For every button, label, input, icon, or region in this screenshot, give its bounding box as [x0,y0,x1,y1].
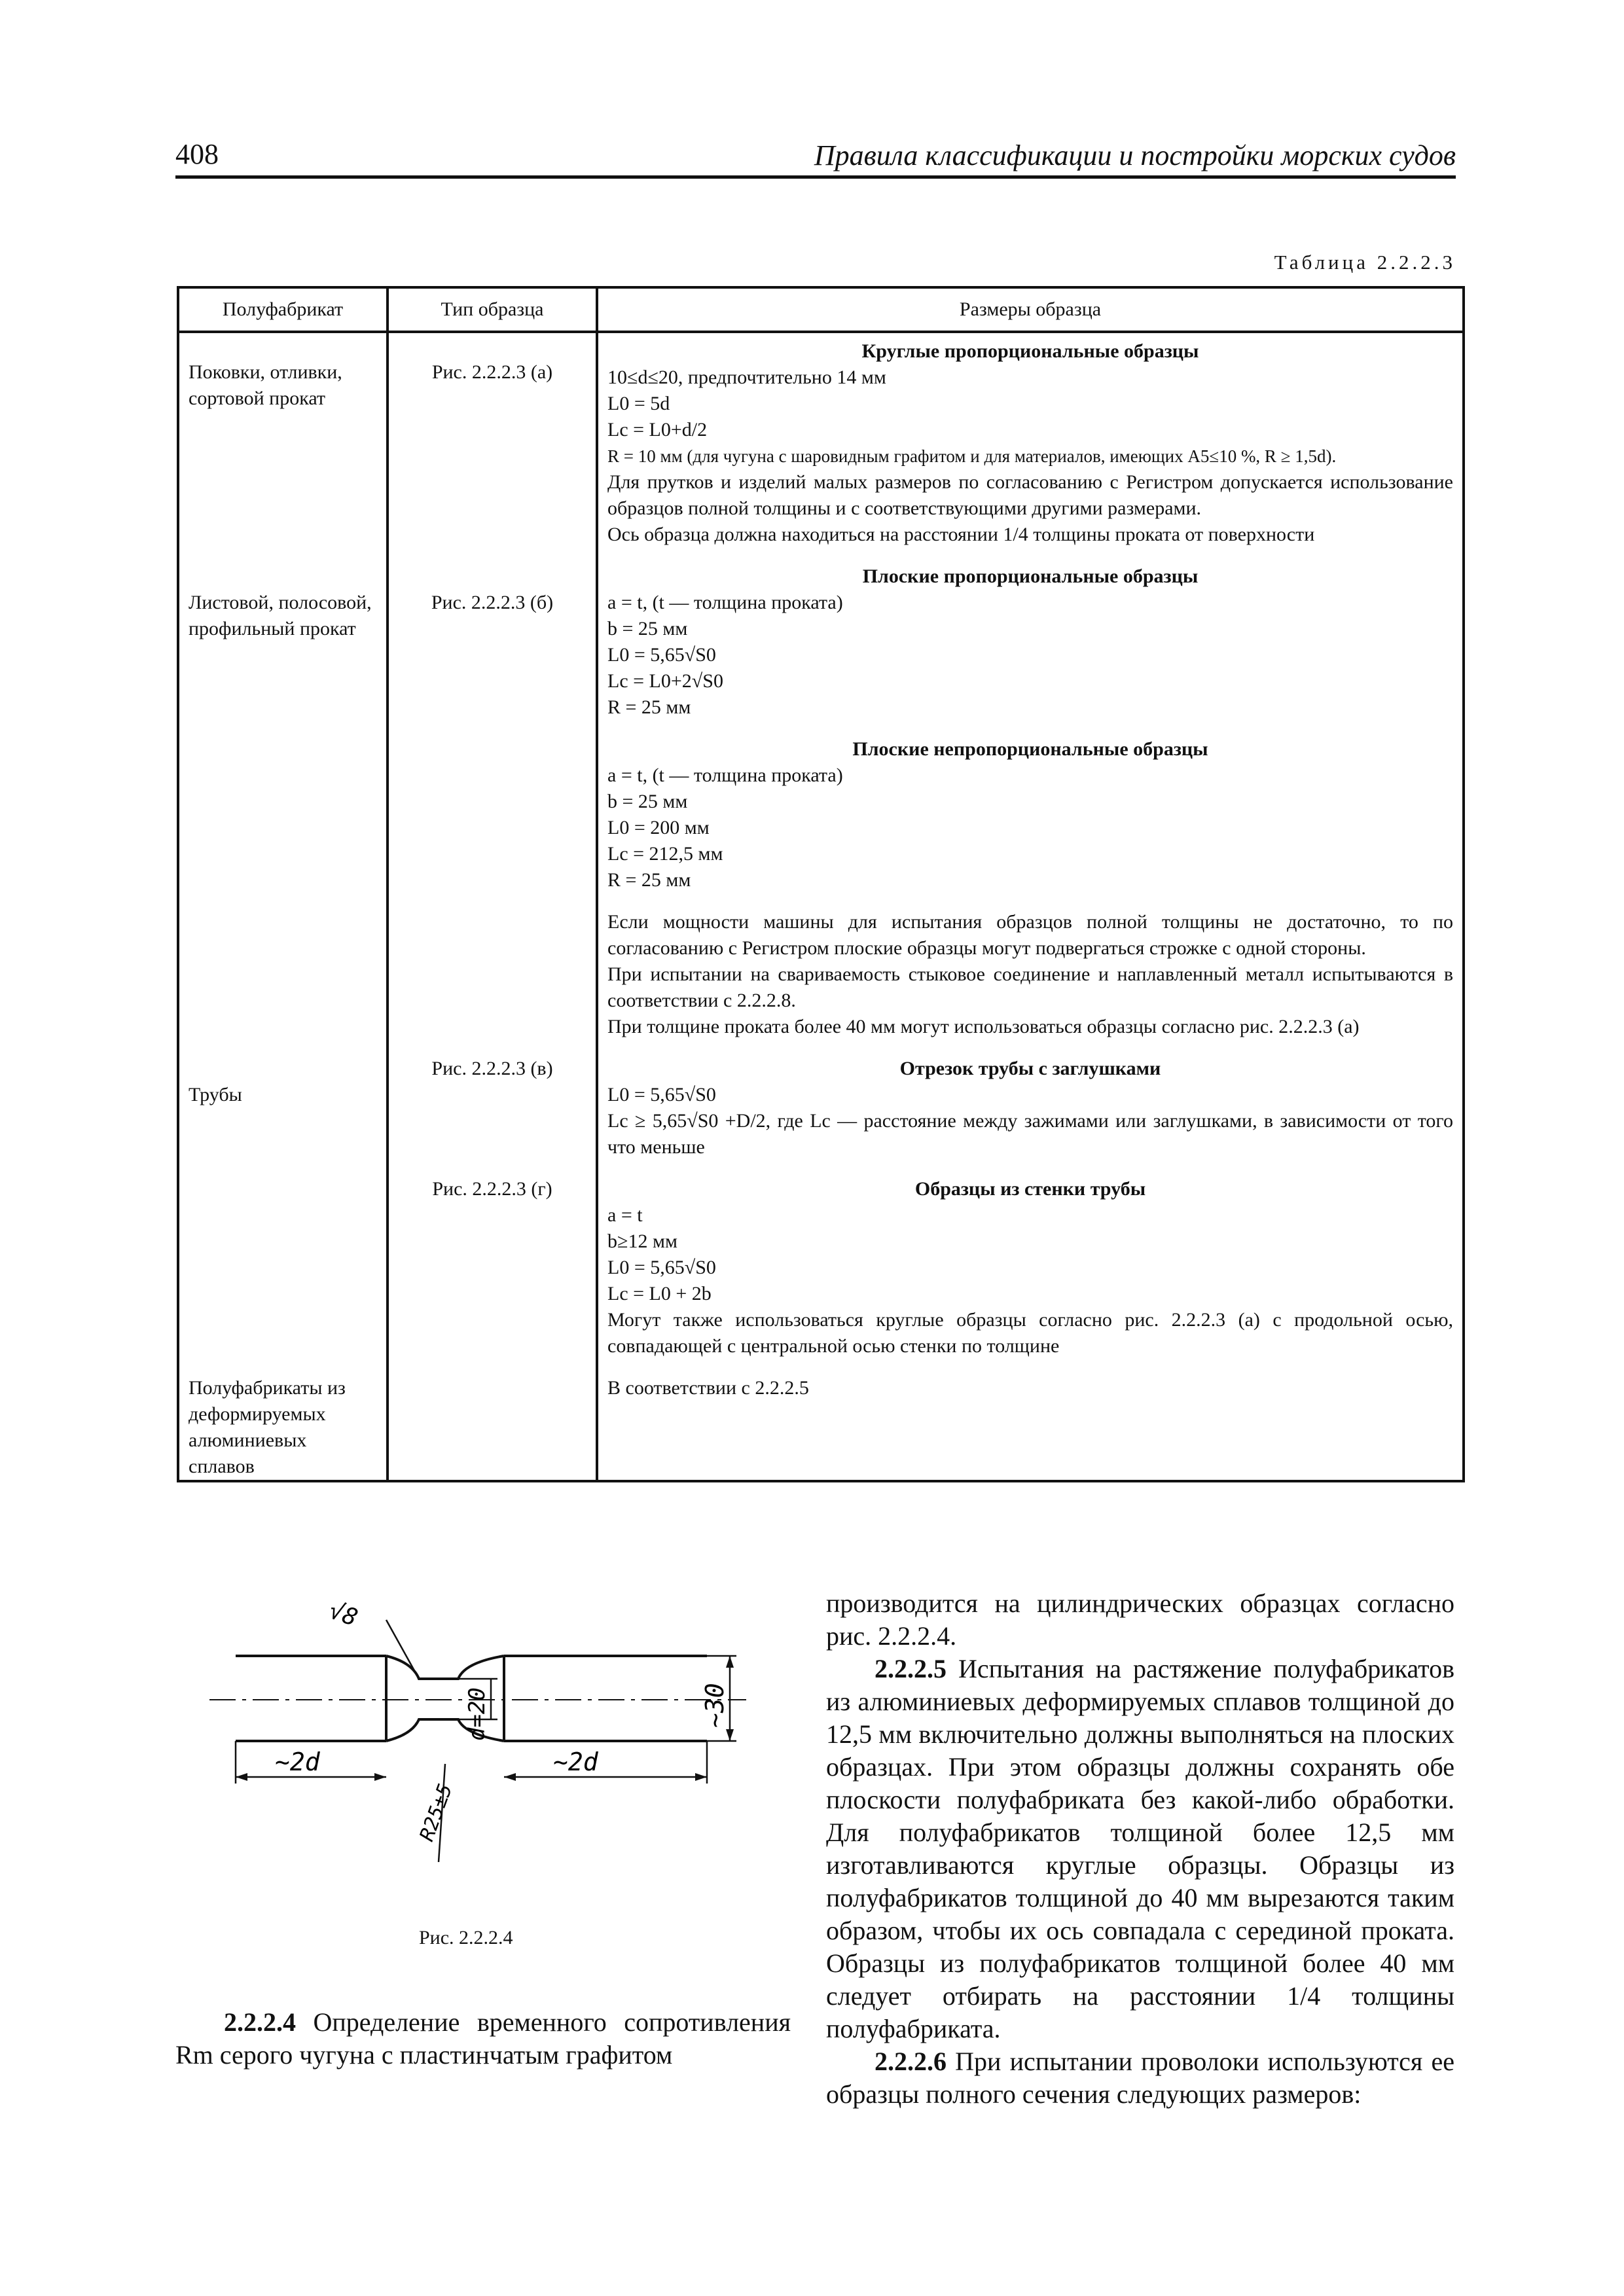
left-length-label: ~2d [275,1748,320,1776]
dim-line: R = 25 мм [607,869,691,891]
specimen-title: Отрезок трубы с заглушками [899,1058,1161,1079]
dimensions-cell [597,1375,1464,1481]
specimen-title: Плоские пропорциональные образцы [862,565,1199,587]
continuation-text: производится на цилиндрических образцах согласно рис. 2.2.2.4. [826,1588,1454,1651]
dim-line: L0 = 5d [607,393,670,414]
clause-number: 2.2.2.6 [875,2047,947,2076]
dimensions-cell [597,564,1464,736]
dim-line: a = t [607,1204,643,1226]
dim-line: Lc = 212,5 мм [607,843,723,865]
dimensions-cell [597,909,1464,1056]
page-number: 408 [175,138,219,170]
specimen-title: Круглые пропорциональные образцы [861,340,1199,362]
header-dimensions: Размеры образца [597,287,1464,332]
dim-line: L0 = 5,65√S0 [607,1257,716,1278]
diameter-label: d=20 [464,1687,490,1741]
table-row [178,332,1464,564]
dim-line: Для прутков и изделий малых размеров по согласованию с Регистром допускается использование образцов полной толщины и с соответствующими другими размерами. [607,471,1453,519]
dim-line: Lc = L0 + 2b [607,1283,712,1304]
dim-line: a = t, (t — толщина проката) [607,764,843,786]
type-cell: Рис. 2.2.2.3 (в) [388,1056,597,1176]
product-cell: Поковки, отливки, сортовой прокат [178,332,388,564]
dim-line: a = t, (t — толщина проката) [607,592,843,613]
dim-line: b = 25 мм [607,618,688,639]
dim-line: b≥12 мм [607,1230,677,1252]
paragraph-2-2-2-6 [826,2045,1454,2111]
clause-number: 2.2.2.4 [224,2007,296,2037]
specimen-title: Плоские непропорциональные образцы [852,738,1208,760]
product-cell [178,736,388,909]
type-cell [388,909,597,1056]
table-row [178,564,1464,736]
product-cell [178,1176,388,1375]
note-line: Если мощности машины для испытания образцов полной толщины не достаточно, то по согласованию с Регистром плоские образцы могут подвергаться строжке с одной стороны. [607,911,1453,959]
type-cell [388,1375,597,1481]
table-caption: Таблица 2.2.2.3 [1274,251,1456,274]
product-cell: Полуфабрикаты из деформируемых алюминиевых сплавов [178,1375,388,1481]
table-row [178,736,1464,909]
figure-caption: Рис. 2.2.2.4 [419,1927,513,1948]
dim-line: R = 10 мм (для чугуна с шаровидным графитом и для материалов, имеющих A5≤10 %, R ≥ 1,5d). [607,446,1337,466]
product-cell: Листовой, полосовой, профильный прокат [178,564,388,736]
table-row [178,1375,1464,1481]
dim-line: Ось образца должна находиться на расстоянии 1/4 толщины проката от поверхности [607,524,1315,545]
right-column [826,1587,1454,2111]
left-column [175,2006,791,2072]
dim-line: Lc = L0+d/2 [607,419,708,440]
dim-line: 10≤d≤20, предпочтительно 14 мм [607,367,886,388]
clause-text: Испытания на растяжение полуфабрикатов из алюминиевых деформируемых сплавов толщиной до 12,5 мм включительно должны выполняться на плоских образцах. При этом образцы должны сохранять обе плоскости полуфабриката без какой-либо обработки. Для полуфабрикатов толщиной более 12,5 мм изготавливаются круглые образцы. Образцы из полуфабрикатов толщиной до 40 мм вырезаются таким образом, чтобы их ось совпадала с серединой проката. Образцы из полуфабрикатов толщиной более 40 мм следует отбирать на расстоянии 1/4 толщины полуфабриката. [826,1654,1454,2043]
product-cell [178,909,388,1056]
specimen-drawing [196,1581,772,1862]
table-row [178,1056,1464,1176]
outer-dim-label: ~30 [700,1683,729,1728]
note-line: При испытании на свариваемость стыковое соединение и наплавленный металл испытываются в соответствии с 2.2.2.8. [607,963,1453,1011]
dim-line: Lc ≥ 5,65√S0 +D/2, где Lc — расстояние между зажимами или заглушками, в зависимости от того что меньше [607,1110,1453,1158]
table-row [178,909,1464,1056]
dim-line: В соответствии с 2.2.2.5 [607,1377,809,1399]
clause-number: 2.2.2.5 [875,1654,947,1683]
type-cell: Рис. 2.2.2.3 (а) [388,332,597,564]
dim-line: L0 = 5,65√S0 [607,1084,716,1105]
note-line: При толщине проката более 40 мм могут использоваться образцы согласно рис. 2.2.2.3 (а) [607,1016,1360,1037]
type-cell: Рис. 2.2.2.3 (г) [388,1176,597,1375]
type-cell [388,736,597,909]
dim-line: b = 25 мм [607,791,688,812]
right-length-label: ~2d [553,1748,598,1776]
running-title: Правила классификации и постройки морских судов [814,139,1456,171]
type-cell: Рис. 2.2.2.3 (б) [388,564,597,736]
header-product: Полуфабрикат [178,287,388,332]
header-rule [175,175,1456,179]
dimensions-cell [597,736,1464,909]
dim-line: L0 = 200 мм [607,817,710,838]
table-row [178,1176,1464,1375]
clause-text: При испытании проволоки используются ее образцы полного сечения следующих размеров: [826,2047,1454,2109]
table-header-row [178,287,1464,332]
dimensions-cell [597,332,1464,564]
dim-line: Lc = L0+2√S0 [607,670,723,692]
clause-text: Определение временного сопротивления Rm серого чугуна с пластинчатым графитом [175,2007,791,2070]
dim-line: R = 25 мм [607,696,691,718]
roughness-label: √8 [325,1596,361,1632]
dim-line: L0 = 5,65√S0 [607,644,716,666]
specimen-title: Образцы из стенки трубы [914,1178,1146,1200]
specimen-table [177,286,1465,1482]
product-cell: Трубы [178,1056,388,1176]
header-type: Тип образца [388,287,597,332]
paragraph-2-2-2-4 [175,2006,791,2072]
radius-label: R25±5 [415,1780,458,1844]
dimensions-cell [597,1056,1464,1176]
paragraph-2-2-2-5 [826,1653,1454,2045]
dim-line: Могут также использоваться круглые образцы согласно рис. 2.2.2.3 (а) с продольной осью, совпадающей с центральной осью стенки по толщине [607,1309,1453,1357]
dimensions-cell [597,1176,1464,1375]
